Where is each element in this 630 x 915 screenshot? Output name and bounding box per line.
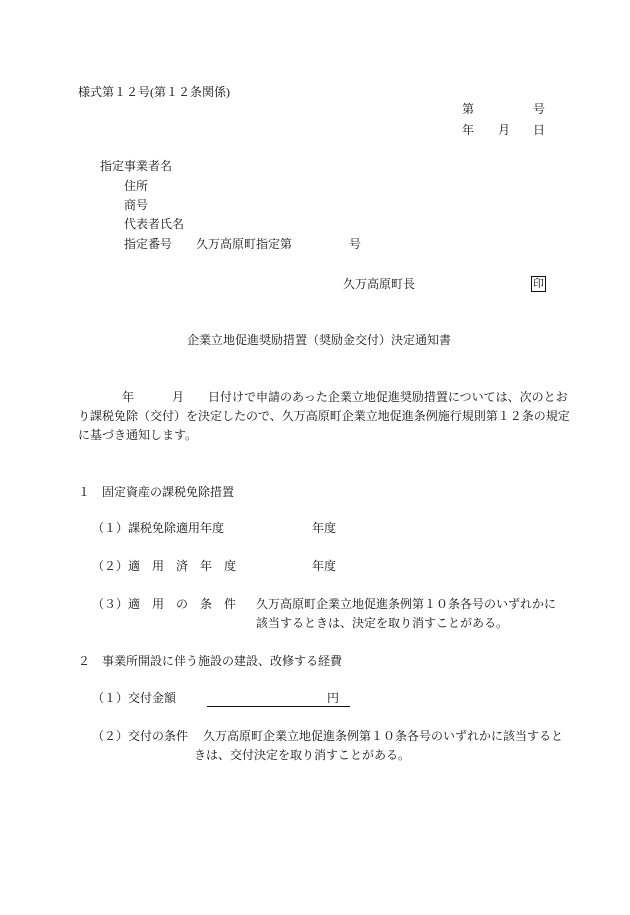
form-number: 様式第１２号(第１２条関係) [78, 85, 230, 99]
date-day: 日 [533, 123, 546, 137]
section-2-item-2-line-1: 久万高原町企業立地促進条例第１０条各号のいずれかに該当すると [203, 729, 564, 743]
section-1-item-1-unit: 年度 [312, 521, 337, 535]
seal-mark: 印 [533, 278, 544, 290]
section-2-item-1-unit: 円 [327, 691, 340, 705]
address-label: 住所 [124, 179, 149, 193]
designation-suffix: 号 [349, 237, 362, 251]
trade-name-label: 商号 [124, 198, 149, 212]
section-2-heading: ２ 事業所開設に伴う施設の建設、改修する経費 [78, 654, 343, 668]
section-1-item-1-label: （１）課税免除適用年度 [92, 521, 225, 535]
section-1-heading: １ 固定資産の課税免除措置 [78, 485, 235, 499]
body-month: 月 [172, 390, 185, 404]
section-1-item-2-unit: 年度 [312, 559, 337, 573]
section-1-item-2-label: （２）適 用 済 年 度 [92, 559, 237, 573]
body-year: 年 [122, 390, 135, 404]
section-2-item-2-label: （２）交付の条件 [92, 729, 189, 743]
body-line-3: に基づき通知します。 [78, 428, 198, 442]
date-month: 月 [498, 123, 511, 137]
section-2-item-1-label: （１）交付金額 [92, 691, 177, 705]
issuer-title: 久万高原町長 [343, 277, 416, 291]
body-line-2: り課税免除（交付）を決定したので、久万高原町企業立地促進条例施行規則第１２条の規定 [78, 409, 570, 423]
amount-underline [207, 706, 350, 707]
representative-label: 代表者氏名 [124, 217, 185, 231]
section-1-item-3-label: （３）適 用 の 条 件 [92, 597, 237, 611]
date-year: 年 [462, 123, 475, 137]
designation-label: 指定番号 [124, 237, 173, 251]
document-number-suffix: 号 [533, 102, 546, 116]
recipient-label: 指定事業者名 [100, 159, 173, 173]
body-line-1: 日付けで申請のあった企業立地促進奨励措置については、次のとお [208, 390, 568, 404]
document-title: 企業立地促進奨励措置（奨励金交付）決定通知書 [187, 333, 452, 347]
document-number-prefix: 第 [462, 102, 475, 116]
section-2-item-2-line-2: きは、交付決定を取り消すことがある。 [194, 748, 411, 762]
section-1-item-3-line-2: 該当するときは、決定を取り消すことがある。 [256, 616, 509, 630]
section-1-item-3-line-1: 久万高原町企業立地促進条例第１０条各号のいずれかに [256, 597, 557, 611]
designation-prefix: 久万高原町指定第 [196, 237, 293, 251]
